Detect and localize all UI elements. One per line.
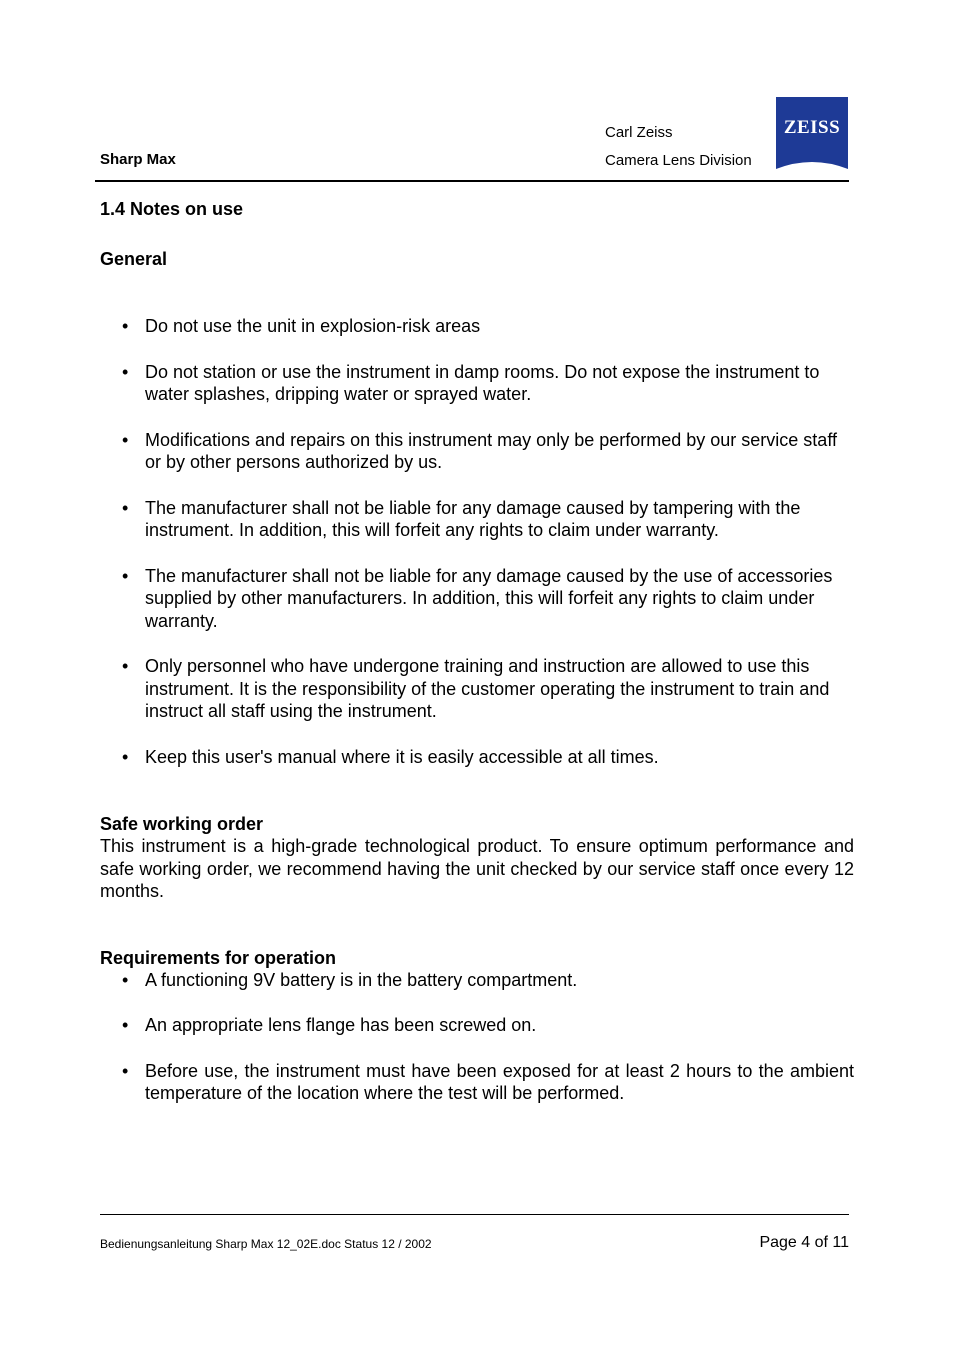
bullet-icon: • — [122, 429, 129, 450]
bullet-icon: • — [122, 1060, 129, 1081]
list-item — [100, 565, 854, 633]
list-item-text: Before use, the instrument must have been exposed for at least 2 hours to the ambient temperature of the location where the test will be performed. — [145, 1060, 854, 1103]
header-product: Sharp Max — [100, 151, 176, 168]
requirements-list — [100, 969, 854, 1105]
section-title: 1.4 Notes on use — [100, 199, 244, 219]
zeiss-logo — [776, 97, 848, 169]
bullet-icon: • — [122, 969, 129, 990]
bullet-icon: • — [122, 316, 129, 336]
header-company: Carl Zeiss — [605, 124, 673, 141]
list-item — [100, 429, 854, 474]
list-item — [100, 1014, 854, 1037]
list-item — [100, 655, 854, 723]
footer-rule — [100, 1214, 849, 1215]
list-item-text: Modifications and repairs on this instrument may only be performed by our service staff or by other persons authorized by us. — [145, 429, 837, 472]
list-item-text: A functioning 9V battery is in the battery compartment. — [145, 969, 578, 990]
list-item — [100, 969, 854, 992]
bullet-icon: • — [122, 361, 129, 382]
list-item-text: Do not use the unit in explosion-risk areas — [145, 316, 481, 336]
list-item — [100, 315, 854, 338]
list-item-text: The manufacturer shall not be liable for any damage caused by tampering with the instrument. In addition, this will forfeit any rights to claim under warranty. — [145, 497, 801, 540]
content — [100, 198, 854, 1105]
svg-text:ZEISS: ZEISS — [783, 117, 841, 138]
bullet-icon: • — [122, 497, 129, 518]
bullet-icon: • — [122, 656, 129, 676]
list-item-text: Do not station or use the instrument in damp rooms. Do not expose the instrument to water splashes, dripping water or sprayed water. — [145, 361, 820, 404]
general-list — [100, 315, 854, 768]
list-item — [100, 746, 854, 769]
footer-page-number: Page 4 of 11 — [759, 1234, 849, 1251]
list-item-text: Keep this user's manual where it is easily accessible at all times. — [145, 746, 659, 767]
list-item — [100, 497, 854, 542]
list-item-text: Only personnel who have undergone training and instruction are allowed to use this instrument. It is the responsibility of the customer operating the instrument to train and instruct all staff using the instrument. — [145, 656, 830, 721]
general-heading: General — [100, 249, 168, 269]
safe-heading: Safe working order — [100, 814, 264, 834]
bullet-icon: • — [122, 565, 129, 586]
bullet-icon: • — [122, 1015, 129, 1035]
footer-docref: Bedienungsanleitung Sharp Max 12_02E.doc Status 12 / 2002 — [100, 1237, 432, 1251]
header-division: Camera Lens Division — [605, 152, 752, 169]
requirements-heading: Requirements for operation — [100, 947, 337, 968]
header-rule — [95, 180, 849, 182]
list-item — [100, 1060, 854, 1105]
list-item-text: The manufacturer shall not be liable for any damage caused by the use of accessories supplied by other manufacturers. In addition, this will forfeit any rights to claim under warranty. — [145, 565, 833, 631]
list-item-text: An appropriate lens flange has been screwed on. — [145, 1015, 537, 1035]
list-item — [100, 361, 854, 406]
bullet-icon: • — [122, 746, 129, 767]
safe-paragraph: This instrument is a high-grade technological product. To ensure optimum performance and safe working order, we recommend having the unit checked by our service staff once every 12 months. — [100, 836, 854, 901]
